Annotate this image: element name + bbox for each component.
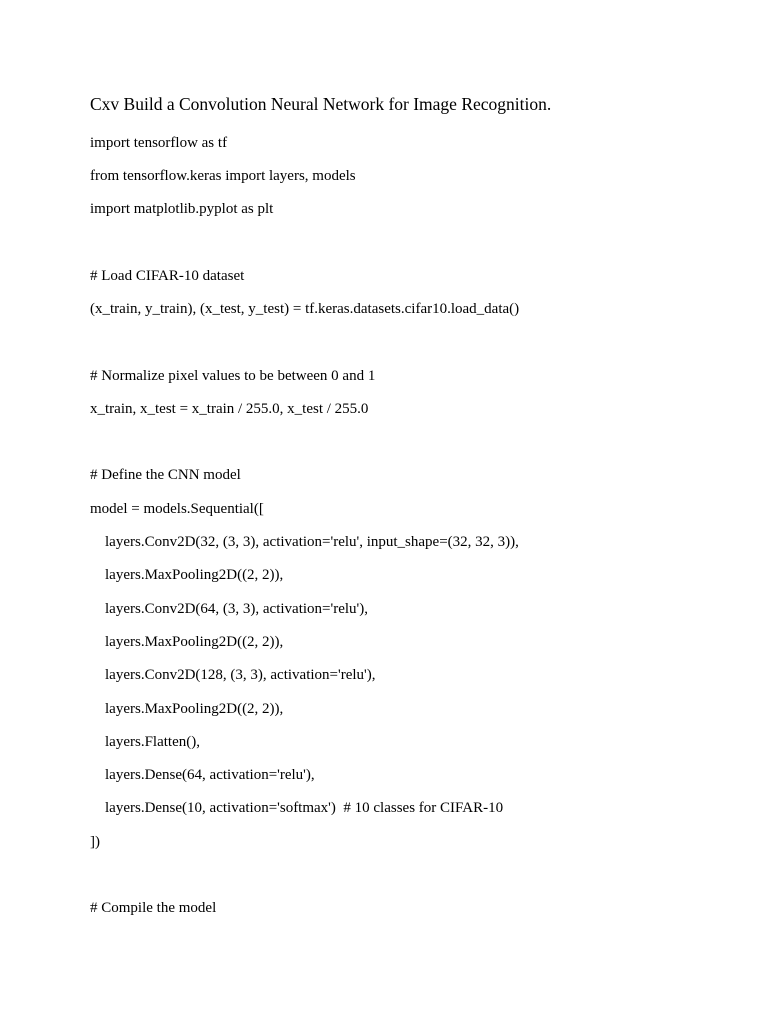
code-line: ]) [90, 833, 100, 850]
code-line: layers.MaxPooling2D((2, 2)), [90, 700, 284, 717]
blank-line [90, 859, 730, 892]
code-line: import matplotlib.pyplot as plt [90, 201, 274, 218]
code-line: layers.Dense(64, activation='relu'), [90, 767, 315, 784]
code-line: from tensorflow.keras import layers, models [90, 167, 356, 184]
document-title: Cxv Build a Convolution Neural Network for Image Recognition. [90, 94, 552, 114]
code-line: layers.Conv2D(64, (3, 3), activation='relu'), [90, 600, 368, 617]
code-line: # Define the CNN model [90, 467, 241, 484]
code-line: # Normalize pixel values to be between 0 and 1 [90, 367, 376, 384]
code-line: layers.Flatten(), [90, 733, 200, 750]
code-line: layers.MaxPooling2D((2, 2)), [90, 633, 284, 650]
code-line: # Compile the model [90, 900, 217, 917]
code-line: layers.Dense(10, activation='softmax') # 10 classes for CIFAR-10 [90, 800, 504, 817]
code-line: layers.Conv2D(128, (3, 3), activation='relu'), [90, 667, 376, 684]
code-line: layers.MaxPooling2D((2, 2)), [90, 567, 284, 584]
code-line: import tensorflow as tf [90, 134, 228, 151]
code-line: # Load CIFAR-10 dataset [90, 267, 245, 284]
code-line: model = models.Sequential([ [90, 500, 264, 517]
blank-line [90, 226, 730, 259]
code-listing [90, 127, 730, 926]
document-page [90, 92, 730, 926]
code-line: x_train, x_test = x_train / 255.0, x_test / 255.0 [90, 400, 369, 417]
blank-line [90, 326, 730, 359]
code-line: (x_train, y_train), (x_test, y_test) = tf.keras.datasets.cifar10.load_data() [90, 300, 520, 317]
blank-line [90, 426, 730, 459]
code-line: layers.Conv2D(32, (3, 3), activation='relu', input_shape=(32, 32, 3)), [90, 534, 519, 551]
